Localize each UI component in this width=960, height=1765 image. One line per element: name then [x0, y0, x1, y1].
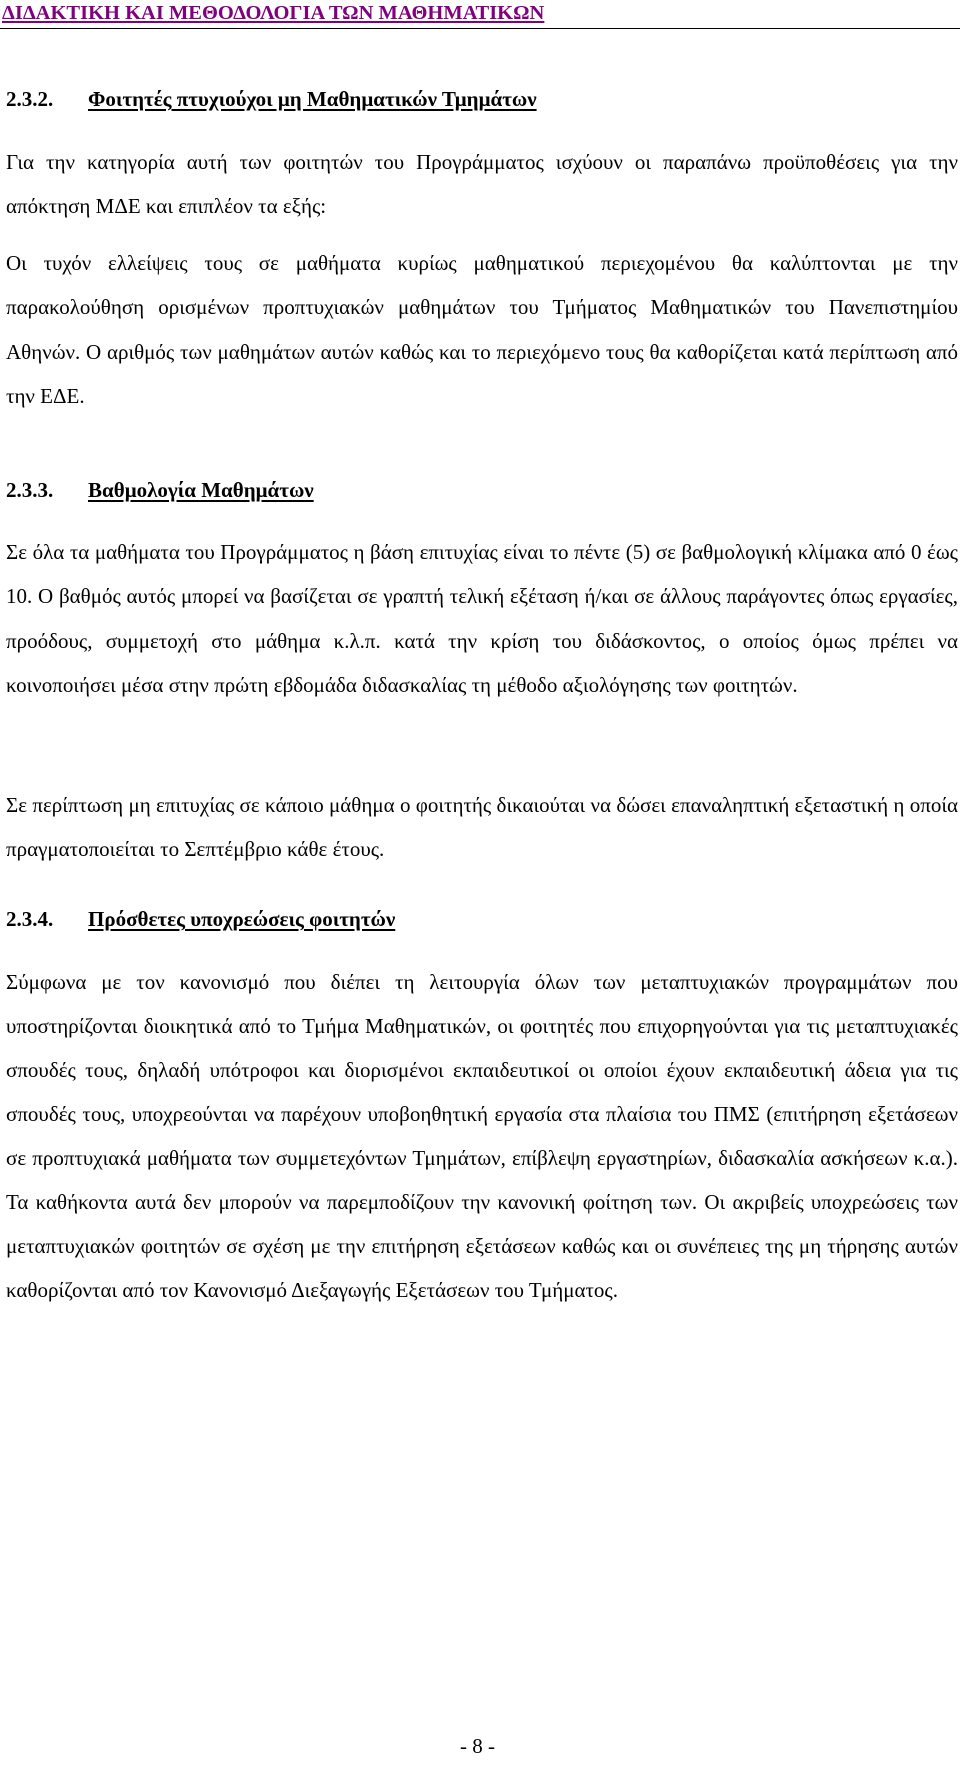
paragraph-deficiencies: Οι τυχόν ελλείψεις τους σε μαθήματα κυρίως μαθηματικού περιεχομένου θα καλύπτονται με την παρακολούθηση ορισμένων προπτυχιακών μαθημάτων του Τμήματος Μαθηματικών του Πανεπιστημίου Αθηνών. Ο αριθμός των μαθημάτων αυτών καθώς και το περιεχόμενο τους θα καθορίζεται κατά περίπτωση από την ΕΔΕ.	[6, 251, 958, 408]
section-heading-2-3-4	[6, 906, 958, 932]
section-number: 2.3.2.	[6, 87, 54, 111]
section-heading-2-3-3	[6, 477, 958, 503]
paragraph-requirements-intro: Για την κατηγορία αυτή των φοιτητών του Προγράμματος ισχύουν οι παραπάνω προϋποθέσεις για την απόκτηση ΜΔΕ και επιπλέον τα εξής:	[6, 150, 958, 219]
section-title: Φοιτητές πτυχιούχοι μη Μαθηματικών Τμημάτων	[88, 87, 537, 111]
section-number: 2.3.4.	[6, 907, 54, 931]
page-number: - 8 -	[460, 1734, 495, 1758]
section-heading-2-3-2	[6, 86, 958, 112]
header-divider	[0, 28, 960, 29]
section-title: Βαθμολογία Μαθημάτων	[88, 478, 314, 502]
section-title: Πρόσθετες υποχρεώσεις φοιτητών	[88, 907, 396, 931]
paragraph-additional-duties: Σύμφωνα με τον κανονισμό που διέπει τη λειτουργία όλων των μεταπτυχιακών προγραμμάτων που υποστηρίζονται διοικητικά από το Τμήμα Μαθηματικών, οι φοιτητές που επιχορηγούνται για τις μεταπτυχιακές σπουδές τους, δηλαδή υπότροφοι και διορισμένοι εκπαιδευτικοί οι οποίοι έχουν εκπαιδευτική άδεια για τις σπουδές τους, υποχρεούνται να παρέχουν υποβοηθητική εργασία στα πλαίσια του ΠΜΣ (επιτήρηση εξετάσεων σε προπτυχιακά μαθήματα των συμμετεχόντων Τμημάτων, επίβλεψη εργαστηρίων, διδασκαλία ασκήσεων κ.α.). Τα καθήκοντα αυτά δεν μπορούν να παρεμποδίζουν την κανονική φοίτηση των. Οι ακριβείς υποχρεώσεις των μεταπτυχιακών φοιτητών σε σχέση με την επιτήρηση εξετάσεων καθώς και οι συνέπειες της μη τήρησης αυτών καθορίζονται από τον Κανονισμό Διεξαγωγής Εξετάσεων του Τμήματος.	[6, 970, 958, 1302]
paragraph-resit-exam: Σε περίπτωση μη επιτυχίας σε κάποιο μάθημα ο φοιτητής δικαιούται να δώσει επαναληπτική εξεταστική η οποία πραγματοποιείται το Σεπτέμβριο κάθε έτους.	[6, 793, 958, 862]
section-number: 2.3.3.	[6, 478, 54, 502]
running-header-title: ΔΙΔΑΚΤΙΚΗ ΚΑΙ ΜΕΘΟΔΟΛΟΓΙΑ ΤΩΝ ΜΑΘΗΜΑΤΙΚΩΝ	[2, 2, 545, 24]
paragraph-passing-grade: Σε όλα τα μαθήματα του Προγράμματος η βάση επιτυχίας είναι το πέντε (5) σε βαθμολογική κλίμακα από 0 έως 10. Ο βαθμός αυτός μπορεί να βασίζεται σε γραπτή τελική εξέταση ή/και σε άλλους παράγοντες όπως εργασίες, προόδους, συμμετοχή στο μάθημα κ.λ.π. κατά την κρίση του διδάσκοντος, ο οποίος όμως πρέπει να κοινοποιήσει μέσα στην πρώτη εβδομάδα διδασκαλίας τη μέθοδο αξιολόγησης των φοιτητών.	[6, 540, 958, 697]
